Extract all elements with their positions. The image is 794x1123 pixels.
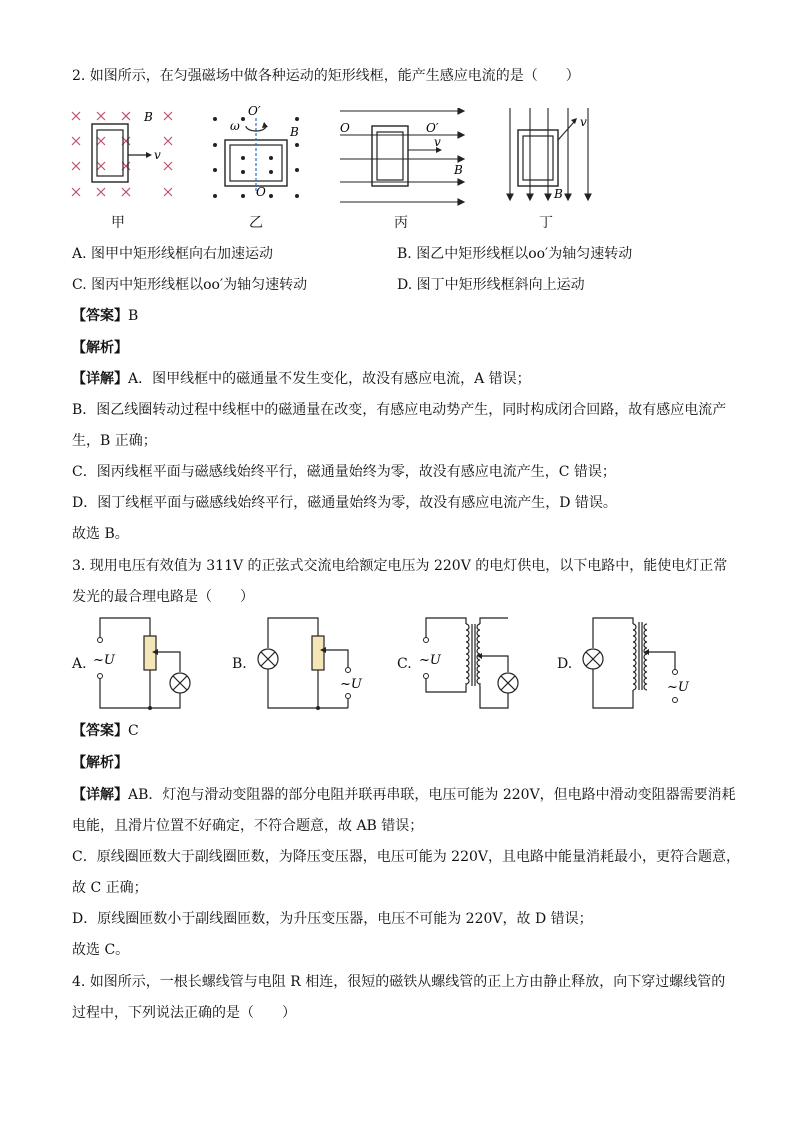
figure-jia	[70, 108, 180, 208]
q2-detail-line: B．图乙线圈转动过程中线框中的磁通量在改变，有感应电动势产生，同时构成闭合回路，故有感应电流产	[72, 402, 727, 418]
q3-option-d-letter: D.	[557, 656, 573, 672]
q2-stem: 2. 如图所示，在匀强磁场中做各种运动的矩形线框，能产生感应电流的是（ ）	[72, 68, 580, 84]
field-label: B	[454, 163, 463, 177]
axis-right-label: O′	[426, 121, 439, 135]
circuit-d	[575, 612, 695, 712]
q3-stem: 3. 现用电压有效值为 311V 的正弦式交流电给额定电压为 220V 的电灯供电，以下电路中，能使电灯正常	[72, 558, 728, 574]
q3-option-c-letter: C.	[397, 656, 412, 672]
q2-detail-line: 生，B 正确；	[72, 433, 157, 449]
coil-frame-inner	[97, 130, 123, 176]
caption-bing: 丙	[394, 215, 408, 231]
q3-detail-line: D．原线圈匝数小于副线圈匝数，为升压变压器，电压不可能为 220V，故 D 错误；	[72, 911, 593, 927]
field-label: B	[144, 110, 153, 124]
coil-frame-outer	[518, 130, 558, 186]
velocity-label: v	[154, 148, 161, 162]
caption-yi: 乙	[249, 215, 263, 231]
magnetic-field-lines	[340, 108, 464, 205]
q2-option-c: C. 图丙中矩形线框以oo′为轴匀速转动	[72, 277, 308, 293]
q3-detail-line: 电能，且滑片位置不好确定，不符合题意，故 AB 错误；	[72, 818, 424, 834]
omega-label: ω	[230, 119, 240, 133]
q3-detail-line: 【详解】AB．灯泡与滑动变阻器的部分电阻并联再串联，电压可能为 220V，但电路中滑动变阻器需要消耗	[72, 787, 736, 803]
q2-option-d: D. 图丁中矩形线框斜向上运动	[397, 277, 585, 293]
answer-value: B	[128, 308, 139, 324]
source-label: ~U	[419, 653, 441, 668]
circuit-b	[250, 612, 370, 712]
answer-label: 【答案】	[72, 308, 128, 324]
q3-analysis-label: 【解析】	[72, 755, 128, 771]
source-label: ~U	[667, 680, 689, 695]
q2-answer	[72, 306, 138, 326]
caption-ding: 丁	[539, 215, 553, 231]
axis-left-label: O	[340, 121, 350, 135]
detail-label: 【详解】	[72, 371, 128, 387]
answer-label: 【答案】	[72, 723, 128, 739]
q2-detail-line: 【详解】A．图甲线框中的磁通量不发生变化，故没有感应电流，A 错误；	[72, 371, 531, 387]
detail-label: 【详解】	[72, 787, 128, 803]
velocity-label: v	[580, 115, 587, 129]
q2-conclusion: 故选 B。	[72, 526, 129, 542]
q3-option-a-letter: A.	[72, 656, 87, 672]
q2-option-b: B. 图乙中矩形线框以oo′为轴匀速转动	[397, 246, 633, 262]
axis-top-label: O′	[248, 104, 261, 118]
source-label: ~U	[340, 677, 362, 692]
q4-stem: 过程中，下列说法正确的是（ ）	[72, 1005, 296, 1021]
q3-detail-line: 故 C 正确；	[72, 880, 148, 896]
q3-answer	[72, 721, 139, 741]
q2-analysis-label: 【解析】	[72, 340, 128, 356]
velocity-label: v	[434, 135, 441, 149]
axis-bottom-label: O	[256, 185, 266, 199]
figure-yi	[208, 100, 308, 210]
q3-detail-line: C．原线圈匝数大于副线圈匝数，为降压变压器，电压可能为 220V，且电路中能量消耗最小，更符合题意，	[72, 849, 740, 865]
q3-option-b-letter: B.	[232, 656, 247, 672]
coil-frame-inner	[377, 132, 403, 180]
q2-detail-line: C．图丙线框平面与磁感线始终平行，磁通量始终为零，故没有感应电流产生，C 错误；	[72, 464, 616, 480]
q2-option-a: A. 图甲中矩形线框向右加速运动	[72, 246, 274, 262]
figure-ding	[504, 106, 600, 208]
q3-stem: 发光的最合理电路是（ ）	[72, 589, 254, 605]
q3-conclusion: 故选 C。	[72, 942, 130, 958]
q4-stem: 4. 如图所示，一根长螺线管与电阻 R 相连，很短的磁铁从螺线管的正上方由静止释放，向下穿过螺线管的	[72, 974, 726, 990]
source-label: ~U	[93, 653, 115, 668]
figure-bing	[338, 108, 468, 208]
q2-detail-line: D．图丁线框平面与磁感线始终平行，磁通量始终为零，故没有感应电流产生，D 错误。	[72, 495, 617, 511]
circuit-a	[88, 612, 198, 712]
caption-jia: 甲	[111, 215, 125, 231]
circuit-c	[414, 612, 524, 712]
answer-value: C	[128, 723, 139, 739]
field-label: B	[554, 187, 563, 201]
field-label: B	[290, 125, 299, 139]
